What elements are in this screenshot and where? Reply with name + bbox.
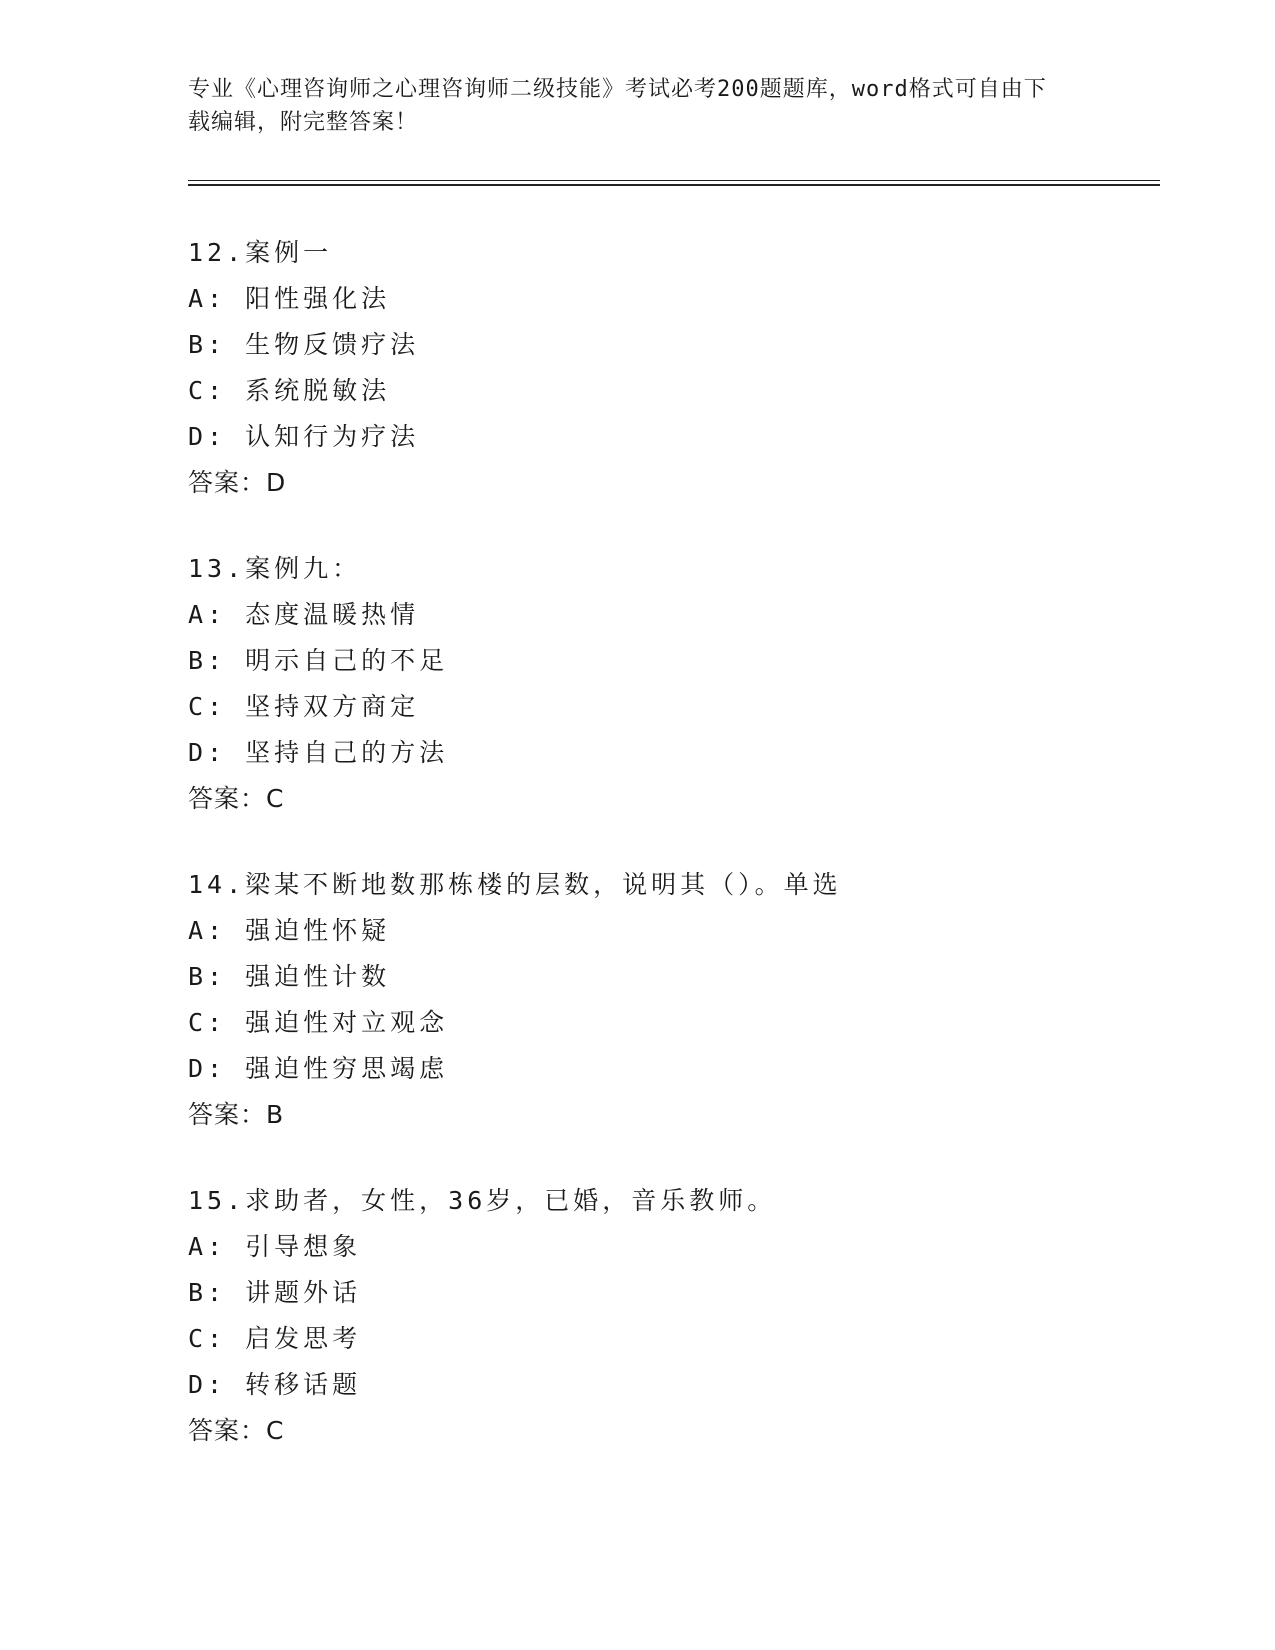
option-c: C: 系统脱敏法 xyxy=(188,376,391,405)
option-d: D: 强迫性穷思竭虑 xyxy=(188,1054,449,1083)
option-b: B: 讲题外话 xyxy=(188,1278,362,1307)
answer-label: 答案：B xyxy=(188,1100,285,1129)
option-c: C: 强迫性对立观念 xyxy=(188,1008,449,1037)
question-14 xyxy=(188,862,1148,1138)
answer-label: 答案：C xyxy=(188,1416,285,1445)
question-title: 12.案例一 xyxy=(188,238,333,267)
option-c: C: 启发思考 xyxy=(188,1324,362,1353)
question-title: 14.梁某不断地数那栋楼的层数，说明其（）。单选 xyxy=(188,870,842,899)
option-d: D: 转移话题 xyxy=(188,1370,362,1399)
document-header: 专业《心理咨询师之心理咨询师二级技能》考试必考200题题库，word格式可自由下载编辑，附完整答案！ xyxy=(188,77,1047,135)
option-a: A: 阳性强化法 xyxy=(188,284,391,313)
header-divider-top xyxy=(188,180,1160,181)
question-13 xyxy=(188,546,1148,822)
option-b: B: 明示自己的不足 xyxy=(188,646,449,675)
option-c: C: 坚持双方商定 xyxy=(188,692,420,721)
option-d: D: 坚持自己的方法 xyxy=(188,738,449,767)
question-title: 13.案例九： xyxy=(188,554,362,583)
option-d: D: 认知行为疗法 xyxy=(188,422,420,451)
question-15 xyxy=(188,1178,1148,1454)
option-a: A: 引导想象 xyxy=(188,1232,362,1261)
question-title: 15.求助者，女性，36岁，已婚，音乐教师。 xyxy=(188,1186,777,1215)
question-12 xyxy=(188,230,1148,506)
answer-label: 答案：C xyxy=(188,784,285,813)
answer-label: 答案：D xyxy=(188,468,287,497)
option-a: A: 强迫性怀疑 xyxy=(188,916,391,945)
header-divider-bottom xyxy=(188,184,1160,186)
option-b: B: 生物反馈疗法 xyxy=(188,330,420,359)
option-b: B: 强迫性计数 xyxy=(188,962,391,991)
option-a: A: 态度温暖热情 xyxy=(188,600,420,629)
